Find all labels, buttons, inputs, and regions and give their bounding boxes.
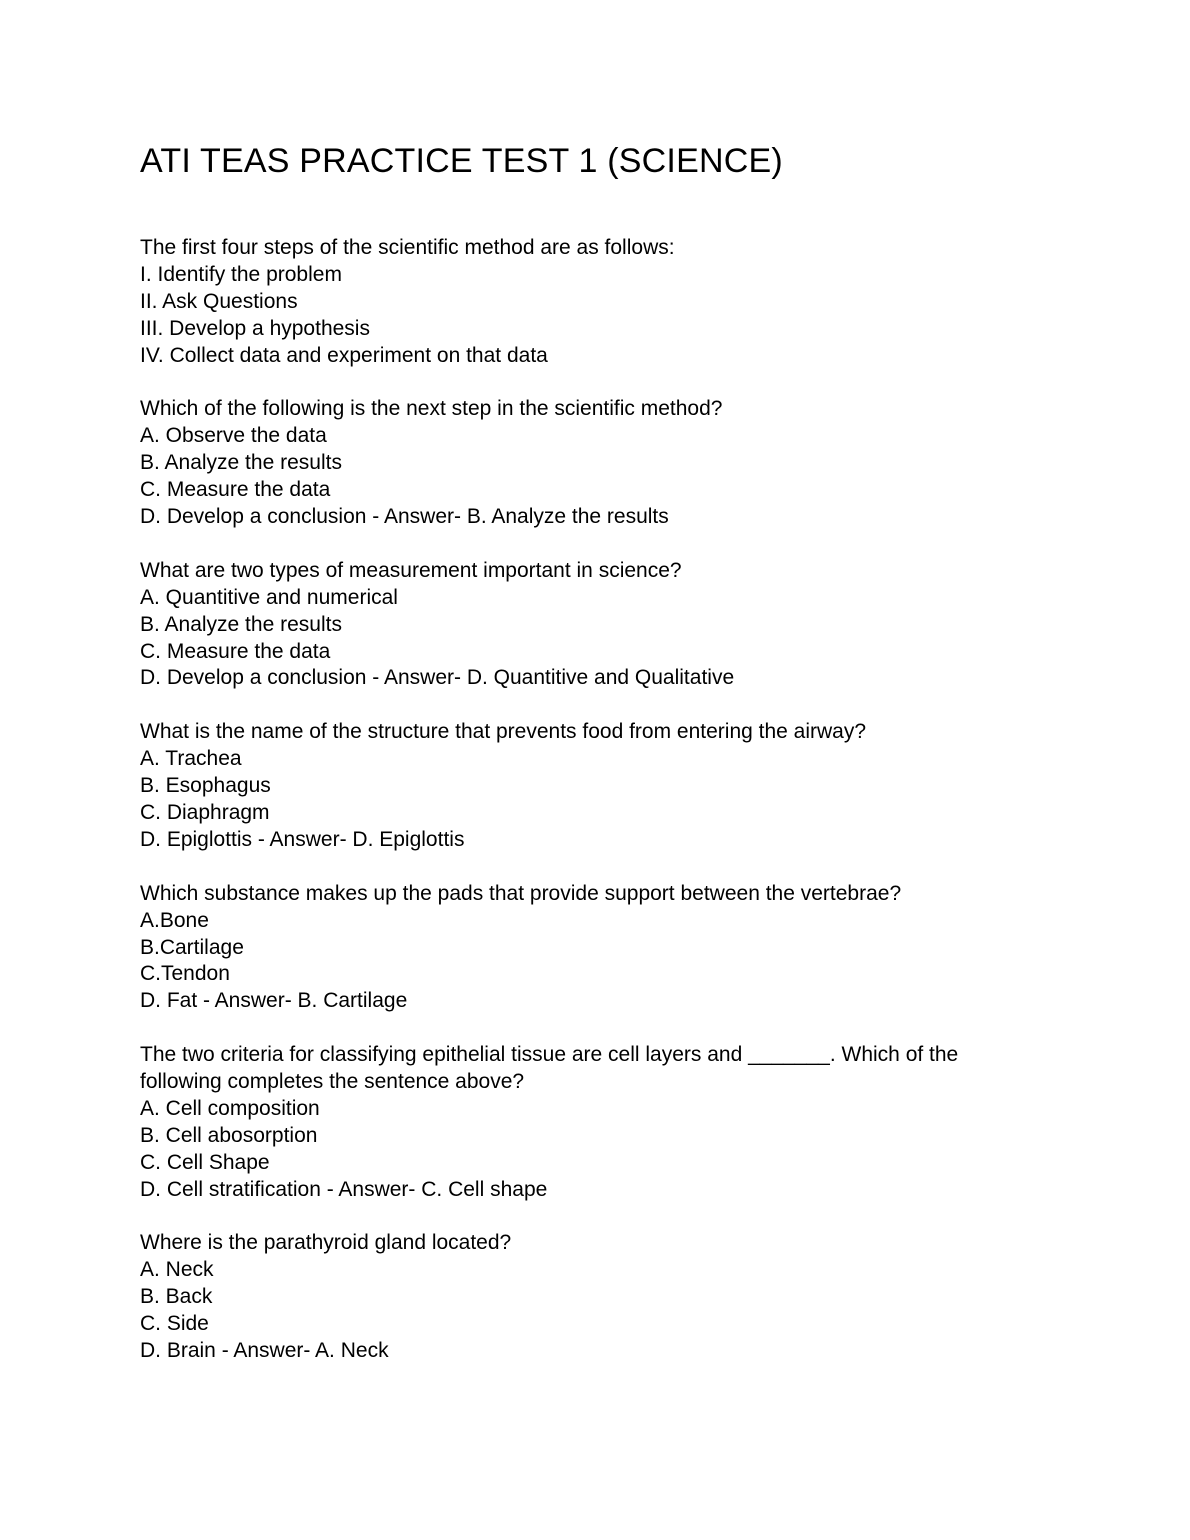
question-block-1: [140, 396, 1060, 531]
answer-option: C. Measure the data: [140, 478, 331, 502]
text-line: III. Develop a hypothesis: [140, 316, 370, 340]
answer-option: D. Brain - Answer- A. Neck: [140, 1339, 389, 1363]
answer-option: B.Cartilage: [140, 935, 244, 959]
text-line: The first four steps of the scientific method are as follows:: [140, 236, 675, 259]
question-text: The two criteria for classifying epithelial tissue are cell layers and _______. Which of the: [140, 1043, 959, 1067]
answer-option: B. Esophagus: [140, 774, 271, 798]
answer-option: A. Observe the data: [140, 424, 327, 448]
question-block-6: [140, 1230, 1060, 1365]
answer-option: A. Quantitive and numerical: [140, 585, 398, 609]
question-block-3: [140, 719, 1060, 854]
text-line: II. Ask Questions: [140, 289, 298, 313]
answer-option: C. Diaphragm: [140, 800, 270, 824]
text-line: I. Identify the problem: [140, 262, 342, 286]
answer-option: C.Tendon: [140, 962, 230, 986]
answer-option: A. Trachea: [140, 747, 242, 771]
question-text: Which substance makes up the pads that provide support between the vertebrae?: [140, 881, 902, 905]
document-content: [140, 235, 1060, 1365]
answer-option: B. Analyze the results: [140, 451, 342, 475]
text-line: IV. Collect data and experiment on that data: [140, 343, 548, 367]
answer-option: D. Epiglottis - Answer- D. Epiglottis: [140, 827, 465, 851]
answer-option: D. Cell stratification - Answer- C. Cell shape: [140, 1177, 548, 1201]
question-text: following completes the sentence above?: [140, 1070, 525, 1094]
answer-option: A. Cell composition: [140, 1096, 320, 1120]
answer-option: A. Neck: [140, 1258, 214, 1282]
answer-option: D. Fat - Answer- B. Cartilage: [140, 989, 408, 1013]
answer-option: C. Side: [140, 1312, 209, 1336]
answer-option: B. Analyze the results: [140, 612, 342, 636]
answer-option: C. Cell Shape: [140, 1150, 270, 1174]
answer-option: B. Cell abosorption: [140, 1123, 318, 1147]
answer-option: D. Develop a conclusion - Answer- D. Quantitive and Qualitative: [140, 666, 735, 690]
answer-option: B. Back: [140, 1285, 213, 1309]
document-title: ATI TEAS PRACTICE TEST 1 (SCIENCE): [140, 142, 783, 180]
question-block-2: [140, 558, 1060, 693]
question-text: What are two types of measurement important in science?: [140, 558, 682, 582]
question-text: What is the name of the structure that prevents food from entering the airway?: [140, 720, 867, 744]
answer-option: C. Measure the data: [140, 639, 331, 663]
question-block-4: [140, 881, 1060, 1016]
document-page: [140, 140, 1060, 1392]
answer-option: D. Develop a conclusion - Answer- B. Analyze the results: [140, 505, 669, 529]
question-block-5: [140, 1042, 1060, 1203]
intro-block: [140, 235, 1060, 370]
answer-option: A.Bone: [140, 908, 209, 932]
question-text: Where is the parathyroid gland located?: [140, 1231, 512, 1255]
question-text: Which of the following is the next step in the scientific method?: [140, 397, 723, 421]
